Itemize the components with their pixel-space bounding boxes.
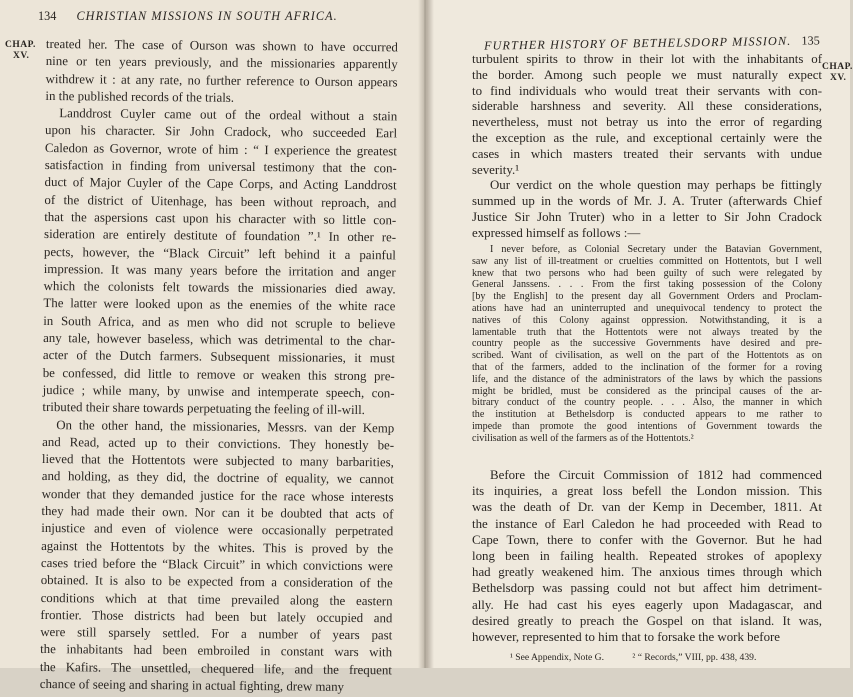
text-line: in South Africa, and as men who did not scruple to believe [43,313,396,332]
text-line: frontier. Those districts had been but lately occupied and [40,607,393,626]
text-line: Caledon as Governor, wrote of him : “ I experience the greatest [44,140,397,159]
text-line: the instance of Earl Caledon he had proceeded with Read to [472,516,822,531]
text-line: the border. Among such people we must naturally expect [472,67,822,82]
text-line: cases in which masters treated their servants with undue [472,146,822,161]
quote-line: might be bridled, must be considered as the principal causes of the ar- [472,385,822,397]
quote-line: impede than promote the good intentions of Government towards the [472,420,822,432]
text-line: desired greatly to preach the Gospel on that island. It was, [472,613,822,628]
text-line: the inhabitants had been embroiled in constant wars with [40,642,393,660]
text-line: Landdrost Cuyler came out of the ordeal without a stain [59,106,398,124]
left-chapter-marker [5,40,36,61]
left-body-text [40,36,398,697]
left-page [0,0,424,694]
text-line: expressed himself as follows :— [472,225,641,240]
text-line: had greatly weakened him. The anxious times through which [472,565,822,580]
text-line: Cape Town, there to confer with the Governor. But he had [472,532,822,547]
quote-line: General Janssens. . . . From the first taking possession of the Colony [472,279,822,291]
text-line: nevertheless, must not betray us into the error of regarding [472,115,822,130]
text-line: and holding, as they did, the doctrine of equality, we cannot [41,469,394,487]
text-line: to find individuals who would treat their servants with con- [472,83,822,98]
quote-line: life, and the distance of the administrators of the laws by which the passions [472,373,822,385]
right-body-text-continued [472,467,822,645]
quote-line: bitrary conduct of the country people. . . . Also, the manner in which [472,397,822,409]
text-line: The latter were looked upon as the enemies of the white race [43,296,396,314]
text-line: pects, however, the “Black Circuit” left behind it a painful [43,244,396,262]
text-line: withdrew it : at any rate, no further reference to Ourson appears [45,71,398,89]
text-line: which the colonists felt towards the missionaries died away. [43,279,396,297]
truter-letter-quote [472,244,822,445]
right-chapter-number: XV. [830,72,847,83]
text-line: that the aspersions cast upon his character with so little con- [44,209,397,228]
footnote-2: ² “ Records,” VIII, pp. 438, 439. [632,652,757,663]
quote-line: scribed. Want of civilisation, as well on the part of the Hottentots as on [472,350,822,362]
text-line: turbulent spirits to throw in their lot with the inhabitants of [472,52,822,66]
text-line: siderable harshness and severity. All these considerations, [472,99,822,114]
text-line: was the death of Dr. van der Kemp in December, 1811. At [472,500,822,515]
text-line: be confessed, did little to remove or weaken this strong pre- [42,365,395,384]
text-line: and Read, acted up to their convictions. They honestly be- [42,434,395,453]
text-line: injustice and even of violence were occasionally perpetrated [41,521,394,539]
text-line: obtained. It is also to be expected from a consideration of the [40,573,393,591]
left-chapter-label: CHAP. [5,40,36,50]
text-line: wonder that they demanded justice for the race whose interests [41,486,394,505]
quote-line: knew that two persons who had been guilty of such were relegated by [472,267,822,279]
text-line: Before the Circuit Commission of 1812 had commenced [490,468,822,482]
text-line: in the published records of the trials. [45,88,235,105]
right-body-text [472,52,822,242]
text-line: nine or ten years previously, and the missionaries apparently [45,54,398,72]
text-line: they had made their own. Nor can it be doubted that acts of [41,503,394,522]
text-line: ally. He had cast his eyes eagerly upon Madagascar, and [472,597,822,612]
right-running-head [484,33,820,53]
text-line: lieved that the Hottentots were subjected to many barbarities, [41,452,394,470]
text-line: of the district of Uitenhage, has been without reproach, and [44,192,397,211]
quote-line: [by the English] to the present day all Government Orders and Proclam- [472,291,822,303]
quote-line: civilisation as well of the farmers as of the Hottentots.² [472,432,694,444]
text-line: cases tried before the “Black Circuit” in which convictions were [40,555,393,574]
right-chapter-label: CHAP. [822,62,853,72]
quote-line: the institution at Bethelsdorp is conducted appears to me rather to [472,409,822,421]
left-running-title: CHRISTIAN MISSIONS IN SOUTH AFRICA. [76,9,338,23]
left-running-head [38,9,338,24]
quote-line: natives of this Colony against oppression. Notwithstanding, it is a [472,314,822,326]
footnote-1: ¹ See Appendix, Note G. [510,652,605,663]
text-line: impression. It was many years before the irritation and anger [43,261,396,280]
text-line: upon his character. Sir John Cradock, who succeeded Earl [45,123,398,141]
left-page-number: 134 [38,9,57,23]
right-page-number: 135 [801,33,820,48]
text-line: judice ; while many, by unwise and intemperate speech, con- [42,382,395,401]
text-line: long been in failing health. Repeated strokes of apoplexy [472,548,822,563]
text-line: treated her. The case of Ourson was shown to have occurred [45,36,398,55]
text-line: duct of Major Cuyler of the Cape Corps, and Acting Landdrost [44,175,397,193]
right-running-title: FURTHER HISTORY OF BETHELSDORP MISSION. [483,33,792,53]
text-line: were still sparsely settled. For a number of years past [40,625,393,643]
right-page [426,0,853,668]
quote-line: country people as the successive Governments have desired and pre- [472,338,822,350]
text-line: against the Hottentots by the whites. This is proved by the [41,538,394,556]
text-line: summed up in the words of Mr. J. A. Truter (afterwards Chief [472,194,822,209]
text-line: satisfaction in finding from universal testimony that the con- [44,158,397,176]
text-line: acter of the Dutch farmers. Subsequent missionaries, it must [42,348,395,366]
text-line: any tale, however baseless, which was detrimental to the char- [43,331,396,349]
text-line: sideration are entirely destitute of foundation ”.¹ In other re- [44,227,397,245]
quote-line: saw any list of ill-treatment or cruelties committed on Hottentots, but I well [472,255,822,267]
text-line: Justice Sir John Truter) who in a letter to Sir John Cradock [472,209,822,224]
text-line: however, represented to him that to forsake the work before [472,629,781,644]
text-line: Our verdict on the whole question may perhaps be fittingly [490,178,822,193]
text-line: severity.¹ [472,162,520,177]
text-line: the Kafirs. The unsettled, chequered life, and the frequent [39,659,392,678]
quote-line: ations have had an uninterrupted and unequivocal tendency to protect the [472,302,822,314]
text-line: tributed their share towards perpetuating the feeling of ill-will. [42,400,366,418]
text-line: Bethelsdorp was passing could not but affect him detriment- [472,581,822,596]
quote-line: that of the farmers, added to the inclination of the former for a roving [472,361,822,373]
quote-line: I never before, as Colonial Secretary under the Batavian Government, [490,244,822,255]
text-line: conditions which at that time prevailed along the eastern [40,590,393,608]
book-gutter [418,0,434,668]
text-line: chance of seeing and sharing in actual fighting, drew many [39,676,345,694]
footnotes [510,652,782,663]
text-line: the exception as the rule, and exceptional certainly were the [472,130,822,145]
text-line: its inquiries, a great loss befell the London mission. This [472,484,822,499]
right-chapter-marker [822,62,853,83]
left-chapter-number: XV. [13,50,30,61]
text-line: On the other hand, the missionaries, Messrs. van der Kemp [56,417,395,435]
quote-line: lamentable truth that the Hottentots were not always treated by the [472,326,822,338]
